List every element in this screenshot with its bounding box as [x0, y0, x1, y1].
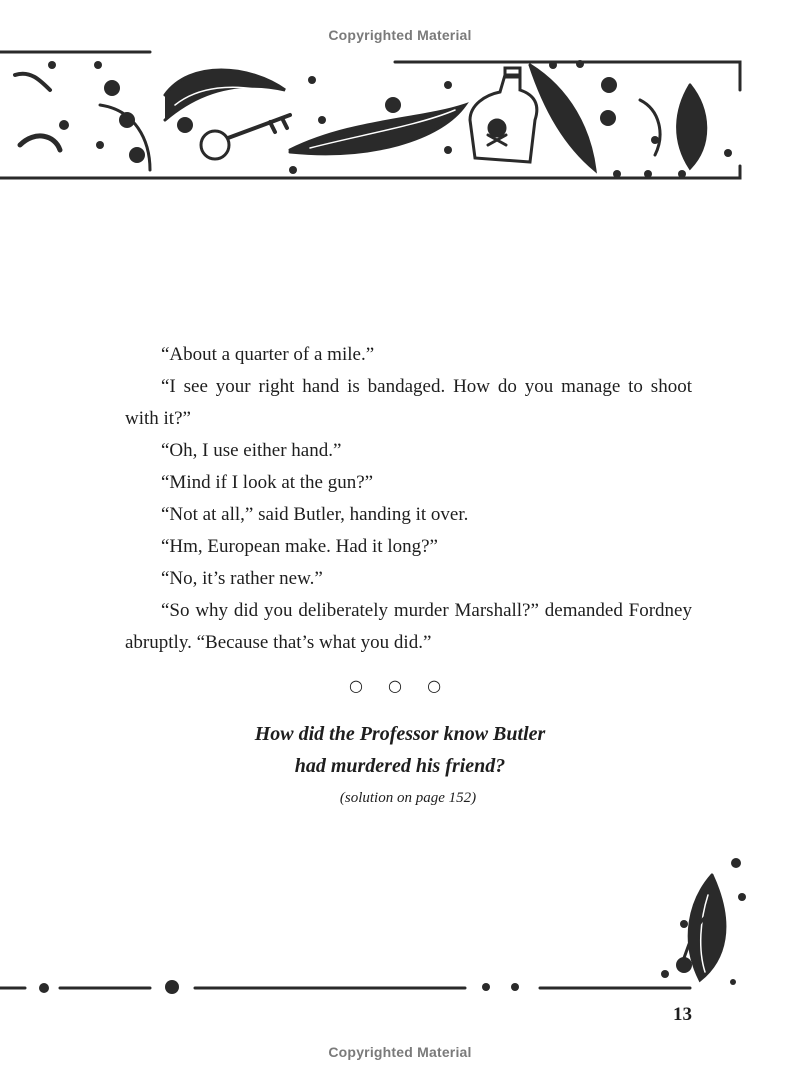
vine-icon — [15, 74, 50, 90]
dot-ornament — [289, 166, 297, 174]
vine-icon — [20, 136, 60, 150]
lily-of-the-valley-icon — [177, 117, 193, 133]
lily-of-the-valley-icon — [119, 112, 135, 128]
story-text — [125, 339, 692, 659]
dot-ornament — [738, 893, 746, 901]
dot-ornament — [549, 61, 557, 69]
dot-ornament — [731, 858, 741, 868]
leaf-icon — [689, 875, 725, 980]
key-icon — [201, 115, 290, 159]
lily-of-the-valley-icon — [600, 110, 616, 126]
top-ornament-band — [0, 50, 760, 200]
lily-of-the-valley-icon — [385, 97, 401, 113]
dot-ornament — [680, 920, 688, 928]
dot-ornament — [308, 76, 316, 84]
section-break: ○ ○ ○ — [348, 676, 452, 695]
dot-ornament — [724, 149, 732, 157]
dot-ornament — [444, 81, 452, 89]
paragraph: “No, it’s rather new.” — [161, 568, 323, 589]
dot-ornament — [59, 120, 69, 130]
dot-ornament — [651, 136, 659, 144]
copyright-watermark-top: Copyrighted Material — [328, 27, 472, 43]
paragraph: “I see your right hand is bandaged. How do you manage to shoot with it?” — [125, 376, 692, 429]
skull-icon — [488, 119, 506, 137]
bottom-ornament-band — [0, 850, 760, 1000]
lily-of-the-valley-icon — [104, 80, 120, 96]
leaf-icon — [678, 85, 706, 168]
paragraph: “Mind if I look at the gun?” — [161, 472, 374, 493]
border-line-bottom — [0, 166, 740, 178]
dot-ornament — [482, 983, 490, 991]
dot-ornament — [94, 61, 102, 69]
dot-ornament — [730, 979, 736, 985]
paragraph: “Not at all,” said Butler, handing it over. — [161, 504, 469, 525]
page-number: 13 — [673, 1004, 692, 1025]
paragraph: “So why did you deliberately murder Marshall?” demanded Fordney abruptly. “Because that’s what you did.” — [125, 600, 692, 653]
lily-of-the-valley-icon — [601, 77, 617, 93]
dot-ornament — [444, 146, 452, 154]
lily-of-the-valley-icon — [165, 980, 179, 994]
leaf-icon — [165, 70, 285, 120]
poison-bottle-icon — [470, 68, 537, 162]
copyright-watermark-bottom: Copyrighted Material — [328, 1044, 472, 1060]
dot-ornament — [48, 61, 56, 69]
dot-ornament — [644, 170, 652, 178]
lily-of-the-valley-icon — [129, 147, 145, 163]
question-line-2: had murdered his friend? — [294, 755, 506, 777]
paragraph: “About a quarter of a mile.” — [161, 344, 375, 365]
dot-ornament — [661, 970, 669, 978]
paragraph: “Oh, I use either hand.” — [161, 440, 342, 461]
vine-icon — [640, 100, 660, 155]
dot-ornament — [511, 983, 519, 991]
dot-ornament — [318, 116, 326, 124]
paragraph: “Hm, European make. Had it long?” — [161, 536, 438, 557]
dot-ornament — [678, 170, 686, 178]
dot-ornament — [96, 141, 104, 149]
question-line-1: How did the Professor know Butler — [254, 723, 546, 745]
lily-of-the-valley-icon — [676, 957, 692, 973]
leaf-icon — [530, 65, 595, 170]
dot-ornament — [39, 983, 49, 993]
dot-ornament — [613, 170, 621, 178]
solution-note: (solution on page 152) — [339, 790, 477, 806]
dot-ornament — [576, 60, 584, 68]
